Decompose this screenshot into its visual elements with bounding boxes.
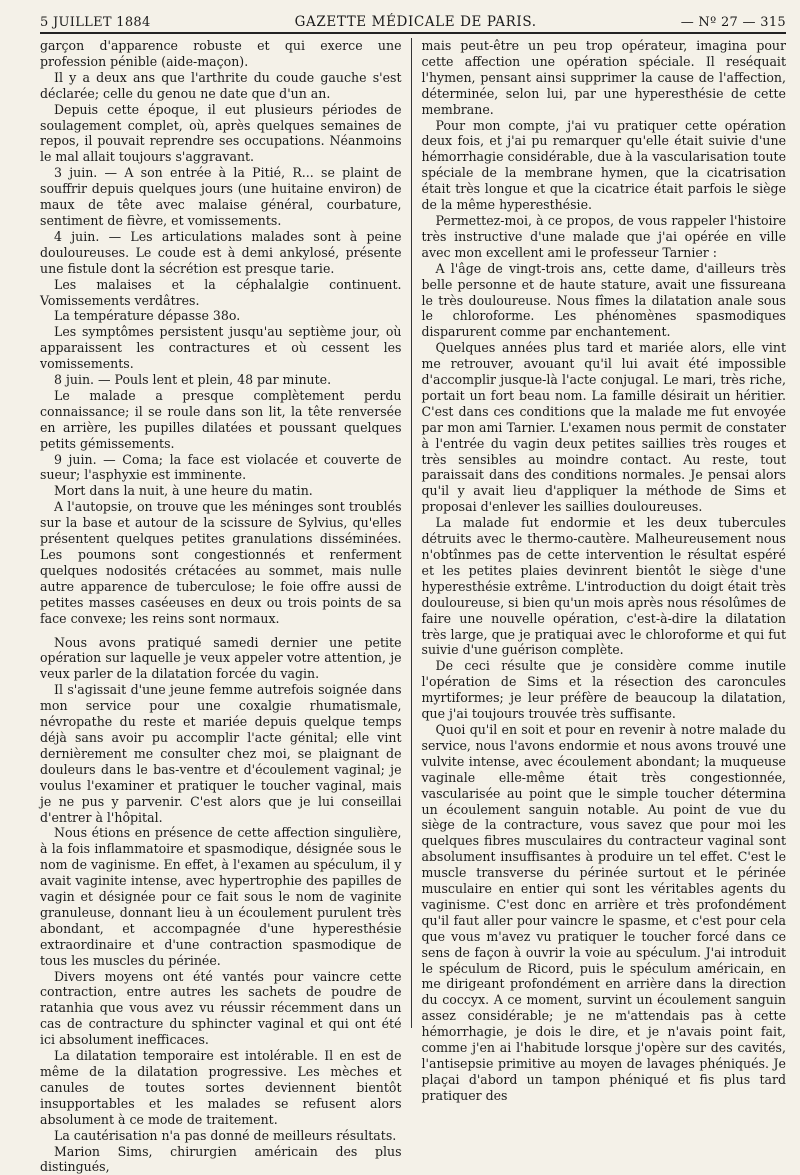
paragraph: 8 juin. — Pouls lent et plein, 48 par minute. [54,372,332,388]
paragraph: De ceci résulte que je considère comme inutile l'opération de Sims et la résection des caroncules myrtiformes; je leur préfère de beaucoup la dilatation, que j'ai toujours trouvée très suffisante. [421,658,786,722]
paragraph: La malade fut endormie et les deux tubercules détruits avec le thermo-cautère. Malheureusement nous n'obtînmes pas de cette intervention le résultat espéré et les petites plaies devinrent bientôt le siège d'une hyperesthésie extrême. L'introduction du doigt était très douloureuse, si bien qu'un mois après nous résolûmes de faire une nouvelle opération, c'est-à-dire la dilatation très large, que je pratiquai avec le chloroforme et qui fut suivie d'une guérison complète. [421,515,786,658]
paragraph: Divers moyens ont été vantés pour vaincre cette contraction, entre autres les sachets de poudre de ratanhia que vous avez vu réussir récemment dans un cas de contracture du sphincter vaginal et qui ont été ici absolument inefficaces. [40,968,402,1048]
paragraph: 4 juin. — Les articulations malades sont à peine douloureuses. Le coude est à demi ankylosé, présente une fistule dont la sécrétion est presque tarie. [40,228,402,276]
page-header [40,14,786,34]
right-column [412,38,786,1103]
paragraph: Les symptômes persistent jusqu'au septième jour, où apparaissent les contractures et où cessent les vomissements. [40,324,402,372]
paragraph: Quoi qu'il en soit et pour en revenir à notre malade du service, nous l'avons endormie et nous avons trouvé une vulvite intense, avec écoulement abondant; la muqueuse vaginale elle-même était très congestionnée, vascularisée au point que le simple toucher détermina un écoulement sanguin notable. Au point de vue du siège de la contracture, vous savez que pour moi les quelques fibres musculaires du contracteur vaginal sont absolument insuffisantes à produire un tel effet. C'est le muscle transverse du périnée surtout et le périnée musculaire en entier qui sont les véritables agents du vaginisme. C'est donc en arrière et très profondément qu'il faut aller pour vaincre le spasme, et c'est pour cela que vous m'avez vu pratiquer le toucher forcé dans ce sens de façon à ouvrir la voie au spéculum. J'ai introduit le spéculum de Ricord, puis le spéculum américain, en me dirigeant profondément en arrière dans la direction du coccyx. A ce moment, survint un écoulement sanguin assez considérable; je ne m'attendais pas à cette hémorrhagie, je dois le dire, et je n'avais point fait, comme j'en ai l'habitude lorsque j'opère sur des cavités, l'antisepsie primitive au moyen de lavages phéniqués. Je plaçai d'abord un tampon phéniqué et fis plus tard pratiquer des [421,721,786,1103]
header-issue-page [681,15,786,30]
paragraph: A l'autopsie, on trouve que les méninges sont troublés sur la base et autour de la scissure de Sylvius, qu'elles présentent quelques petites granulations disséminées. Les poumons sont congestionnés et renferment quelques nodosités crétacées au sommet, mais nulle autre apparence de tuberculose; le foie offre aussi de petites masses caséeuses en deux ou trois points de sa face convexe; les reins sont normaux. [40,499,402,626]
paragraph: garçon d'apparence robuste et qui exerce une profession pénible (aide-maçon). [40,38,402,69]
paragraph: 9 juin. — Coma; la face est violacée et couverte de sueur; l'asphyxie est imminente. [40,451,402,483]
paragraph: Permettez-moi, à ce propos, de vous rappeler l'histoire très instructive d'une malade que j'ai opérée en ville avec mon excellent ami le professeur Tarnier : [421,212,786,260]
paragraph: Le malade a presque complètement perdu connaissance; il se roule dans son lit, la tête renversée en arrière, les pupilles dilatées et poussant quelques petits gémissements. [40,387,402,451]
paragraph: Il y a deux ans que l'arthrite du coude gauche s'est déclarée; celle du genou ne date que d'un an. [40,69,402,101]
paragraph: Les malaises et la céphalalgie continuent. Vomissements verdâtres. [40,276,402,308]
paragraph: 3 juin. — A son entrée à la Pitié, R... se plaint de souffrir depuis quelques jours (une huitaine environ) de maux de tête avec malaise général, courbature, sentiment de fièvre, et vomissements. [40,165,402,228]
paragraph: La température dépasse 38o. [54,308,241,324]
header-date: 5 JUILLET 1884 [40,15,151,30]
paragraph: Il s'agissait d'une jeune femme autrefois soignée dans mon service pour une coxalgie rhumatismale, névropathe du reste et mariée depuis quelque temps déjà sans avoir pu accomplir l'acte génital; elle vint dernièrement me consulter chez moi, se plaignant de douleurs dans le bas-ventre et d'écoulement vaginal; je voulus l'examiner et pratiquer le toucher vaginal, mais je ne pus y parvenir. C'est alors que je lui conseillai d'entrer à l'hôpital. [40,682,402,825]
paragraph: Pour mon compte, j'ai vu pratiquer cette opération deux fois, et j'ai pu remarquer qu'elle était suivie d'une hémorrhagie considérable, due à la vascularisation toute spéciale de la membrane hymen, que la cicatrisation était très longue et que la cicatrice était parfois le siège de la même hyperesthésie. [421,117,786,213]
page-number: 315 [760,15,786,30]
left-column [40,38,412,1175]
issue-number: — Nº 27 — [680,15,756,30]
paragraph: Depuis cette époque, il eut plusieurs périodes de soulagement complet, où, après quelques semaines de repos, il pouvait reprendre ses occupations. Néanmoins le mal allait toujours s'aggravant. [40,101,402,165]
paragraph: Nous avons pratiqué samedi dernier une petite opération sur laquelle je veux appeler votre attention, je veux parler de la dilatation forcée du vagin. [40,634,402,682]
paragraph: La cautérisation n'a pas donné de meilleurs résultats. [54,1127,397,1143]
paragraph: Quelques années plus tard et mariée alors, elle vint me retrouver, avouant qu'il lui avait été impossible d'accomplir jusque-là l'acte conjugal. Le mari, très riche, portait un fort beau nom. La famille désirait un héritier. C'est dans ces conditions que la malade me fut envoyée par mon ami Tarnier. L'examen nous permit de constater à l'entrée du vagin deux petites saillies très rouges et très sensibles au moindre contact. Au reste, tout paraissait dans des conditions normales. Je pensai alors qu'il y avait lieu d'appliquer la méthode de Sims et proposai d'enlever les saillies douloureuses. [421,340,786,515]
paragraph: mais peut-être un peu trop opérateur, imagina pour cette affection une opération spéciale. Il reséquait l'hymen, pensant ainsi supprimer la cause de l'affection, déterminée, selon lui, par une hyperesthésie de cette membrane. [421,38,786,117]
paragraph: A l'âge de vingt-trois ans, cette dame, d'ailleurs très belle personne et de haute stature, avait une fissureana le très douloureuse. Nous fîmes la dilatation anale sous le chloroforme. Les phénomènes spasmodiques disparurent comme par enchantement. [421,260,786,340]
text-columns [40,38,786,1175]
paragraph: Mort dans la nuit, à une heure du matin. [54,483,313,499]
paragraph: La dilatation temporaire est intolérable. Il en est de même de la dilatation progressive. Les mèches et canules de toutes sortes deviennent bientôt insupportables et les malades se refusent alors absolument à ce mode de traitement. [40,1048,402,1127]
paragraph: Nous étions en présence de cette affection singulière, à la fois inflammatoire et spasmodique, désignée sous le nom de vaginisme. En effet, à l'examen au spéculum, il y avait vaginite intense, avec hypertrophie des papilles de vagin et désignée pour ce fait sous le nom de vaginite granuleuse, donnant lieu à un écoulement purulent très abondant, et accompagnée d'une hyperesthésie extraordinaire et d'une contraction spasmodique de tous les muscles du périnée. [40,825,402,968]
paragraph: Marion Sims, chirurgien américain des plus distingués, [40,1143,402,1175]
publication-title: GAZETTE MÉDICALE DE PARIS. [294,14,537,30]
